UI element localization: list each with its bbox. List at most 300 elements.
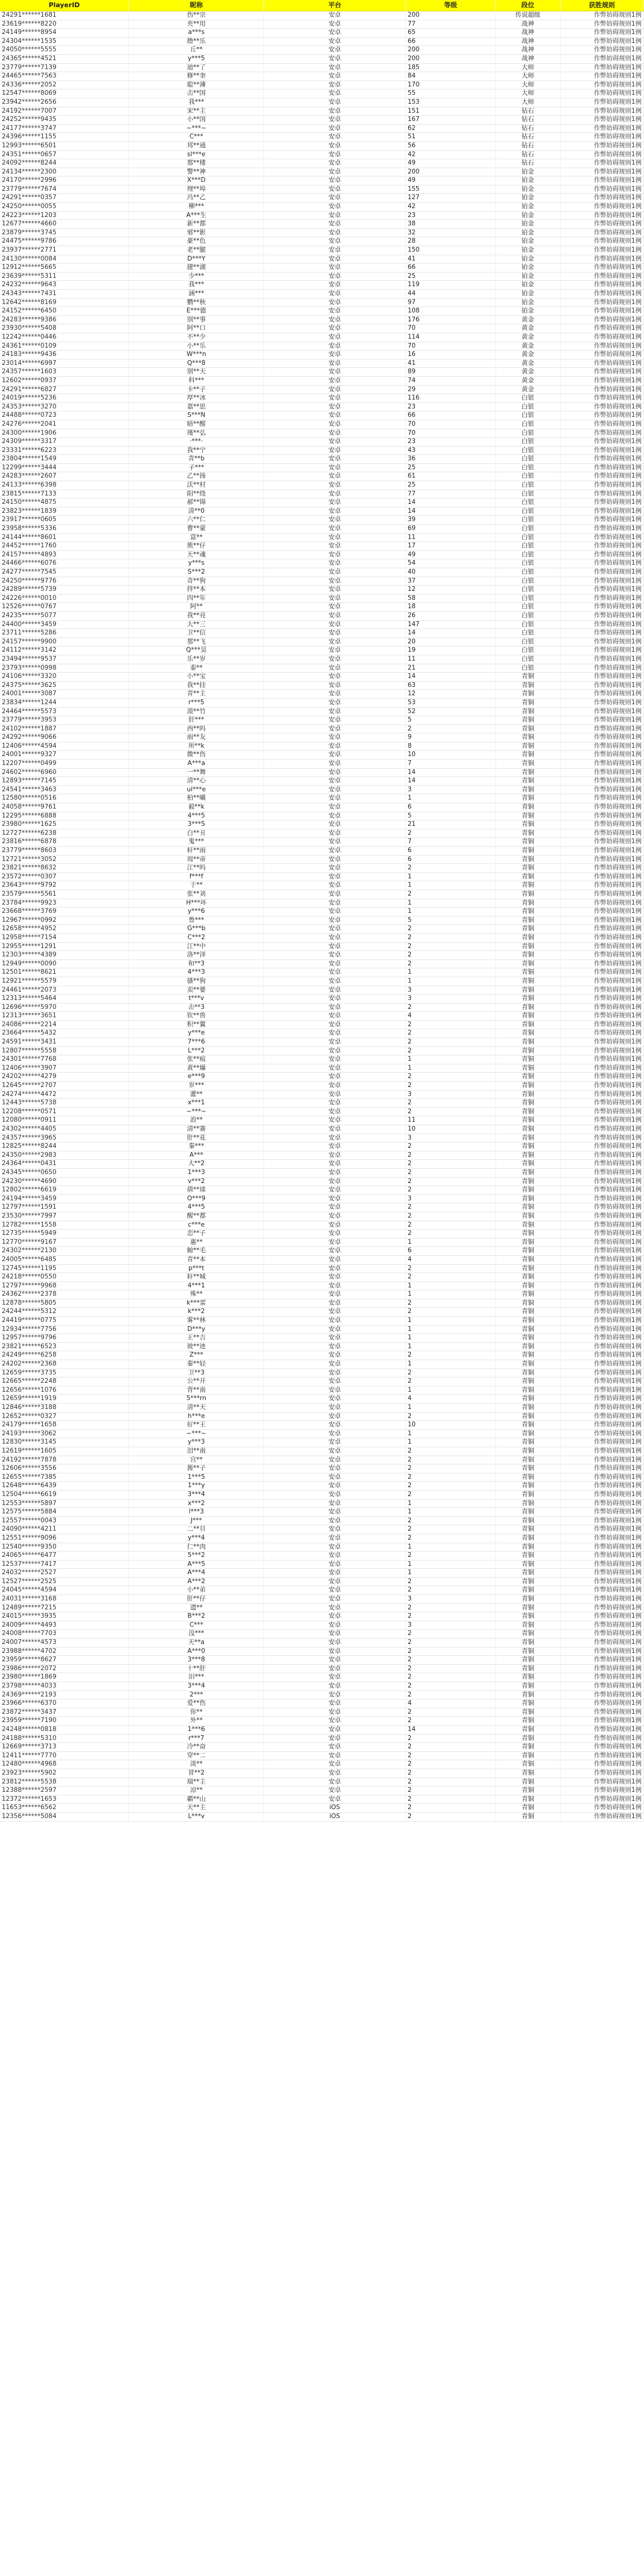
cell-player-id: 11653******6562 — [0, 1804, 129, 1813]
cell-platform: 安卓 — [264, 942, 405, 951]
cell-level: 2 — [405, 1177, 496, 1186]
cell-player-id: 12782******1558 — [0, 1221, 129, 1230]
cell-level: 23 — [405, 211, 496, 220]
cell-rule: 作弊妨碍规则1例 — [560, 1812, 643, 1821]
cell-rule: 作弊妨碍规则1例 — [560, 1334, 643, 1343]
cell-level: 200 — [405, 11, 496, 20]
cell-tier: 白银 — [496, 499, 560, 507]
table-row — [0, 916, 644, 925]
table-row — [0, 1412, 644, 1421]
table-row — [0, 228, 644, 237]
cell-nickname: 微**伤 — [129, 751, 264, 760]
cell-level: 2 — [405, 1299, 496, 1308]
cell-platform: 安卓 — [264, 177, 405, 185]
cell-level: 17 — [405, 542, 496, 551]
cell-nickname: 我*** — [129, 98, 264, 107]
cell-level: 2 — [405, 1465, 496, 1473]
cell-player-id: 24475******9786 — [0, 237, 129, 246]
cell-nickname: 轩**雨 — [129, 847, 264, 856]
cell-level: 2 — [405, 1769, 496, 1778]
cell-player-id: 12504******6619 — [0, 1490, 129, 1499]
cell-platform: 安卓 — [264, 1499, 405, 1508]
cell-tier: 钻石 — [496, 116, 560, 125]
cell-platform: 安卓 — [264, 1586, 405, 1595]
cell-player-id: 12207******0499 — [0, 760, 129, 769]
cell-rule: 作弊妨碍规则1例 — [560, 211, 643, 220]
cell-level: 2 — [405, 1577, 496, 1586]
cell-rule: 作弊妨碍规则1例 — [560, 333, 643, 342]
cell-player-id: 12721******3052 — [0, 855, 129, 864]
cell-level: 97 — [405, 298, 496, 307]
cell-player-id: 12878******5805 — [0, 1299, 129, 1308]
cell-rule: 作弊妨碍规则1例 — [560, 1099, 643, 1108]
cell-nickname: 王**吉 — [129, 1334, 264, 1343]
cell-level: 167 — [405, 116, 496, 125]
cell-level: 1 — [405, 794, 496, 803]
cell-level: 69 — [405, 525, 496, 534]
cell-rule: 作弊妨碍规则1例 — [560, 1134, 643, 1143]
cell-platform: 安卓 — [264, 611, 405, 620]
table-row — [0, 611, 644, 620]
cell-rule: 作弊妨碍规则1例 — [560, 812, 643, 821]
table-row — [0, 359, 644, 368]
table-row — [0, 1603, 644, 1612]
cell-level: 2 — [405, 1603, 496, 1612]
cell-nickname: 5***rn — [129, 1395, 264, 1404]
cell-nickname: 爱**伤 — [129, 1699, 264, 1708]
cell-nickname: v***2 — [129, 1177, 264, 1186]
cell-nickname: ·***· — [129, 438, 264, 447]
cell-player-id: 23980******1625 — [0, 821, 129, 829]
table-row — [0, 768, 644, 777]
table-row — [0, 420, 644, 429]
cell-platform: 安卓 — [264, 1168, 405, 1177]
cell-tier: 青铜 — [496, 1525, 560, 1534]
header-row — [0, 0, 644, 11]
cell-player-id: 12958******7154 — [0, 933, 129, 942]
table-row — [0, 855, 644, 864]
cell-tier: 青铜 — [496, 968, 560, 977]
table-row — [0, 1160, 644, 1169]
cell-rule: 作弊妨碍规则1例 — [560, 89, 643, 98]
cell-rule: 作弊妨碍规则1例 — [560, 298, 643, 307]
cell-player-id: 24351******0657 — [0, 150, 129, 159]
table-row — [0, 1325, 644, 1334]
cell-tier: 青铜 — [496, 1795, 560, 1804]
cell-level: 2 — [405, 1482, 496, 1491]
cell-tier: 青铜 — [496, 1447, 560, 1456]
cell-level: 2 — [405, 1708, 496, 1717]
cell-nickname: S***N — [129, 411, 264, 420]
table-row — [0, 568, 644, 577]
cell-platform: 安卓 — [264, 933, 405, 942]
cell-nickname: 卫**信 — [129, 629, 264, 638]
cell-nickname: ~***~ — [129, 1107, 264, 1116]
cell-player-id: 24369******2193 — [0, 1690, 129, 1699]
cell-nickname: 二**旦 — [129, 1525, 264, 1534]
cell-platform: 安卓 — [264, 359, 405, 368]
cell-level: 70 — [405, 420, 496, 429]
cell-player-id: 12295******6888 — [0, 812, 129, 821]
cell-nickname: 江**中 — [129, 942, 264, 951]
table-row — [0, 1769, 644, 1778]
table-row — [0, 1212, 644, 1221]
cell-rule: 作弊妨碍规则1例 — [560, 1029, 643, 1038]
cell-level: 3 — [405, 1134, 496, 1143]
cell-player-id: 24249******6258 — [0, 1351, 129, 1360]
cell-tier: 白银 — [496, 655, 560, 664]
cell-platform: 安卓 — [264, 1508, 405, 1517]
cell-platform: 安卓 — [264, 194, 405, 203]
cell-level: 2 — [405, 1525, 496, 1534]
cell-tier: 青铜 — [496, 1699, 560, 1708]
cell-level: 1 — [405, 1238, 496, 1247]
cell-tier: 青铜 — [496, 1639, 560, 1648]
table-row — [0, 803, 644, 812]
cell-nickname: 清**心 — [129, 777, 264, 786]
cell-level: 114 — [405, 333, 496, 342]
cell-level: 153 — [405, 98, 496, 107]
cell-rule: 作弊妨碍规则1例 — [560, 1725, 643, 1734]
table-row — [0, 1177, 644, 1186]
cell-nickname: 好**王 — [129, 1421, 264, 1430]
cell-platform: 安卓 — [264, 1769, 405, 1778]
cell-rule: 作弊妨碍规则1例 — [560, 472, 643, 481]
cell-platform: 安卓 — [264, 1647, 405, 1656]
cell-platform: 安卓 — [264, 1273, 405, 1282]
cell-player-id: 23784******9923 — [0, 899, 129, 908]
cell-tier: 青铜 — [496, 1064, 560, 1073]
cell-rule: 作弊妨碍规则1例 — [560, 1255, 643, 1264]
cell-platform: 安卓 — [264, 525, 405, 534]
cell-player-id: 12303******4389 — [0, 951, 129, 960]
cell-tier: 铂金 — [496, 290, 560, 299]
cell-rule: 作弊妨碍规则1例 — [560, 1465, 643, 1473]
cell-platform: 安卓 — [264, 54, 405, 63]
cell-rule: 作弊妨碍规则1例 — [560, 1177, 643, 1186]
table-row — [0, 716, 644, 725]
table-row — [0, 838, 644, 847]
header-platform: 平台 — [264, 0, 405, 11]
cell-tier: 青铜 — [496, 1082, 560, 1091]
cell-platform: 安卓 — [264, 490, 405, 499]
cell-level: 147 — [405, 620, 496, 629]
cell-nickname: 击**3 — [129, 1003, 264, 1012]
cell-nickname: 没*** — [129, 1630, 264, 1639]
table-row — [0, 1368, 644, 1377]
cell-rule: 作弊妨碍规则1例 — [560, 1647, 643, 1656]
cell-player-id: 23872******3437 — [0, 1708, 129, 1717]
cell-player-id: 12949******0090 — [0, 959, 129, 968]
cell-rule: 作弊妨碍规则1例 — [560, 1534, 643, 1543]
cell-tier: 青铜 — [496, 1230, 560, 1239]
cell-level: 2 — [405, 1377, 496, 1386]
cell-player-id: 24193******3062 — [0, 1429, 129, 1438]
cell-level: 2 — [405, 1308, 496, 1317]
cell-platform: 安卓 — [264, 586, 405, 595]
table-row — [0, 1708, 644, 1717]
cell-platform: 安卓 — [264, 1099, 405, 1108]
cell-nickname: y***4 — [129, 1534, 264, 1543]
table-row — [0, 533, 644, 542]
cell-tier: 青铜 — [496, 1404, 560, 1413]
cell-platform: 安卓 — [264, 463, 405, 472]
cell-rule: 作弊妨碍规则1例 — [560, 455, 643, 464]
cell-player-id: 24102******1887 — [0, 724, 129, 733]
cell-level: 39 — [405, 516, 496, 525]
cell-nickname: 嘉**思 — [129, 402, 264, 411]
cell-rule: 作弊妨碍规则1例 — [560, 1012, 643, 1021]
table-row — [0, 1351, 644, 1360]
cell-nickname: 穿**二 — [129, 1751, 264, 1760]
cell-tier: 铂金 — [496, 307, 560, 316]
table-row — [0, 1194, 644, 1203]
cell-tier: 战神 — [496, 37, 560, 46]
cell-nickname: 霸**山 — [129, 1795, 264, 1804]
cell-platform: 安卓 — [264, 1569, 405, 1578]
cell-level: 12 — [405, 586, 496, 595]
table-row — [0, 516, 644, 525]
cell-rule: 作弊妨碍规则1例 — [560, 1804, 643, 1813]
cell-rule: 作弊妨碍规则1例 — [560, 264, 643, 273]
table-row — [0, 490, 644, 499]
cell-nickname: 淡** — [129, 1760, 264, 1769]
cell-rule: 作弊妨碍规则1例 — [560, 150, 643, 159]
cell-tier: 青铜 — [496, 1429, 560, 1438]
cell-level: 2 — [405, 942, 496, 951]
cell-rule: 作弊妨碍规则1例 — [560, 1230, 643, 1239]
cell-platform: 安卓 — [264, 402, 405, 411]
cell-tier: 白银 — [496, 525, 560, 534]
cell-nickname: 雾**林 — [129, 1317, 264, 1326]
cell-nickname: e***9 — [129, 1073, 264, 1082]
cell-tier: 青铜 — [496, 1212, 560, 1221]
cell-tier: 大师 — [496, 89, 560, 98]
cell-player-id: 24092******8244 — [0, 159, 129, 168]
cell-level: 2 — [405, 1812, 496, 1821]
cell-platform: 安卓 — [264, 80, 405, 89]
cell-tier: 白银 — [496, 472, 560, 481]
cell-rule: 作弊妨碍规则1例 — [560, 1595, 643, 1604]
cell-platform: 安卓 — [264, 1673, 405, 1682]
cell-player-id: 24192******7007 — [0, 107, 129, 116]
table-row — [0, 80, 644, 89]
cell-nickname: 柏**曦 — [129, 794, 264, 803]
cell-level: 2 — [405, 890, 496, 899]
table-row — [0, 1717, 644, 1726]
table-row — [0, 1143, 644, 1151]
cell-tier: 大师 — [496, 72, 560, 81]
table-row — [0, 733, 644, 742]
cell-player-id: 24188******5310 — [0, 1734, 129, 1743]
cell-platform: 安卓 — [264, 855, 405, 864]
cell-tier: 白银 — [496, 533, 560, 542]
cell-player-id: 24157******4893 — [0, 550, 129, 559]
cell-platform: 安卓 — [264, 1134, 405, 1143]
cell-player-id: 23619******8220 — [0, 20, 129, 29]
cell-tier: 白银 — [496, 542, 560, 551]
table-row — [0, 1630, 644, 1639]
table-row — [0, 724, 644, 733]
table-row — [0, 394, 644, 403]
cell-rule: 作弊妨碍规则1例 — [560, 1143, 643, 1151]
cell-nickname: 卫**3 — [129, 1368, 264, 1377]
cell-nickname: 鲸**毛 — [129, 1247, 264, 1256]
cell-rule: 作弊妨碍规则1例 — [560, 1429, 643, 1438]
table-row — [0, 542, 644, 551]
cell-platform: 安卓 — [264, 150, 405, 159]
cell-platform: 安卓 — [264, 159, 405, 168]
cell-level: 1 — [405, 1360, 496, 1369]
cell-rule: 作弊妨碍规则1例 — [560, 890, 643, 899]
cell-tier: 青铜 — [496, 1264, 560, 1273]
cell-nickname: 4***1 — [129, 1281, 264, 1290]
table-row — [0, 1456, 644, 1465]
table-row — [0, 1569, 644, 1578]
cell-tier: 青铜 — [496, 1760, 560, 1769]
cell-rule: 作弊妨碍规则1例 — [560, 1699, 643, 1708]
cell-level: 14 — [405, 507, 496, 516]
cell-nickname: a***s — [129, 29, 264, 38]
cell-level: 25 — [405, 463, 496, 472]
cell-player-id: 24591******3431 — [0, 1038, 129, 1047]
cell-platform: 安卓 — [264, 307, 405, 316]
cell-tier: 青铜 — [496, 1717, 560, 1726]
cell-tier: 黄金 — [496, 324, 560, 333]
cell-rule: 作弊妨碍规则1例 — [560, 124, 643, 133]
cell-platform: 安卓 — [264, 1290, 405, 1299]
table-row — [0, 499, 644, 507]
cell-player-id: 12912******5665 — [0, 264, 129, 273]
cell-platform: 安卓 — [264, 716, 405, 725]
cell-platform: 安卓 — [264, 603, 405, 612]
table-row — [0, 1725, 644, 1734]
table-row — [0, 1787, 644, 1795]
cell-tier: 青铜 — [496, 1734, 560, 1743]
table-row — [0, 777, 644, 786]
cell-rule: 作弊妨碍规则1例 — [560, 925, 643, 934]
header-nickname: 昵称 — [129, 0, 264, 11]
table-row — [0, 1534, 644, 1543]
cell-rule: 作弊妨碍规则1例 — [560, 550, 643, 559]
cell-player-id: 12547******8069 — [0, 89, 129, 98]
cell-nickname: 秦**轻 — [129, 1360, 264, 1369]
cell-platform: 安卓 — [264, 1525, 405, 1534]
cell-tier: 大师 — [496, 80, 560, 89]
cell-tier: 青铜 — [496, 1160, 560, 1169]
cell-player-id: 12580******0516 — [0, 794, 129, 803]
table-row — [0, 872, 644, 881]
cell-platform: 安卓 — [264, 1395, 405, 1404]
cell-platform: 安卓 — [264, 72, 405, 81]
cell-platform: 安卓 — [264, 1082, 405, 1091]
table-row — [0, 1543, 644, 1552]
cell-player-id: 12313******5464 — [0, 995, 129, 1004]
cell-tier: 青铜 — [496, 777, 560, 786]
cell-rule: 作弊妨碍规则1例 — [560, 1377, 643, 1386]
cell-rule: 作弊妨碍规则1例 — [560, 1612, 643, 1621]
cell-rule: 作弊妨碍规则1例 — [560, 429, 643, 438]
table-row — [0, 1125, 644, 1134]
cell-platform: 安卓 — [264, 1612, 405, 1621]
cell-player-id: 12652******0327 — [0, 1412, 129, 1421]
cell-tier: 青铜 — [496, 760, 560, 769]
cell-level: 2 — [405, 1751, 496, 1760]
cell-nickname: 张**刘 — [129, 890, 264, 899]
cell-level: 5 — [405, 812, 496, 821]
cell-tier: 青铜 — [496, 1769, 560, 1778]
cell-rule: 作弊妨碍规则1例 — [560, 490, 643, 499]
cell-level: 1 — [405, 1342, 496, 1351]
cell-player-id: 23917******0605 — [0, 516, 129, 525]
cell-nickname: 暗**醒 — [129, 420, 264, 429]
cell-tier: 青铜 — [496, 1386, 560, 1395]
cell-nickname: 青**主 — [129, 690, 264, 699]
cell-nickname: r***5 — [129, 698, 264, 707]
cell-nickname: D***y — [129, 1325, 264, 1334]
cell-player-id: 12830******3145 — [0, 1438, 129, 1447]
cell-nickname: 聪**薄 — [129, 80, 264, 89]
cell-platform: 安卓 — [264, 872, 405, 881]
cell-nickname: 你** — [129, 1708, 264, 1717]
cell-player-id: 12501******8621 — [0, 968, 129, 977]
table-row — [0, 742, 644, 751]
cell-level: 37 — [405, 577, 496, 586]
cell-level: 14 — [405, 673, 496, 682]
cell-level: 12 — [405, 690, 496, 699]
cell-tier: 青铜 — [496, 864, 560, 873]
table-row — [0, 1508, 644, 1517]
table-row — [0, 455, 644, 464]
cell-nickname: 拌**本 — [129, 586, 264, 595]
cell-nickname: 毅**k — [129, 803, 264, 812]
cell-platform: 安卓 — [264, 1230, 405, 1239]
table-row — [0, 411, 644, 420]
table-body — [0, 11, 644, 1822]
cell-nickname: 冒**2 — [129, 1769, 264, 1778]
cell-tier: 青铜 — [496, 1012, 560, 1021]
cell-tier: 青铜 — [496, 1534, 560, 1543]
cell-player-id: 24112******3142 — [0, 646, 129, 655]
table-row — [0, 1656, 644, 1665]
cell-platform: 安卓 — [264, 1621, 405, 1630]
cell-nickname: 大**三 — [129, 620, 264, 629]
cell-platform: 安卓 — [264, 768, 405, 777]
cell-nickname: 击**国 — [129, 89, 264, 98]
cell-level: 2 — [405, 1630, 496, 1639]
table-row — [0, 951, 644, 960]
cell-nickname: 醒**都 — [129, 1212, 264, 1221]
cell-player-id: 24465******7563 — [0, 72, 129, 81]
table-row — [0, 98, 644, 107]
cell-level: 1 — [405, 1281, 496, 1290]
cell-tier: 青铜 — [496, 1690, 560, 1699]
table-row — [0, 760, 644, 769]
table-row — [0, 1778, 644, 1787]
cell-player-id: 12735******5949 — [0, 1230, 129, 1239]
table-row — [0, 333, 644, 342]
cell-platform: 安卓 — [264, 1490, 405, 1499]
cell-nickname: 曹**蒙 — [129, 525, 264, 534]
cell-nickname: k***2 — [129, 1308, 264, 1317]
table-row — [0, 968, 644, 977]
cell-level: 49 — [405, 550, 496, 559]
cell-level: 1 — [405, 1543, 496, 1552]
cell-player-id: 23530******7997 — [0, 1212, 129, 1221]
cell-level: 1 — [405, 1055, 496, 1064]
cell-level: 14 — [405, 768, 496, 777]
table-row — [0, 1395, 644, 1404]
